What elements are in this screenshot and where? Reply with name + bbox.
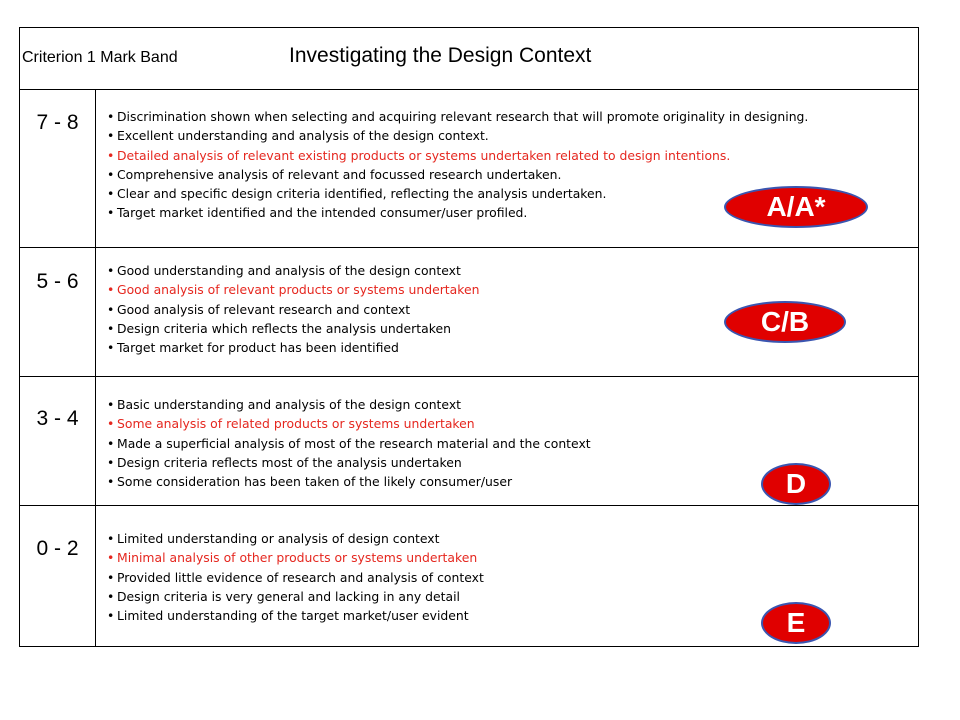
criteria-item: • Design criteria is very general and lacking in any detail: [107, 588, 460, 604]
criteria-list: [107, 261, 479, 357]
criteria-item: • Good analysis of relevant research and context: [107, 301, 411, 317]
criteria-item-highlighted: • Detailed analysis of relevant existing products or systems undertaken related to design intentions.: [107, 147, 731, 163]
criteria-item: • Target market for product has been identified: [107, 340, 399, 356]
criteria-item: • Excellent understanding and analysis of the design context.: [107, 128, 489, 144]
criteria-item: • Design criteria reflects most of the analysis undertaken: [107, 454, 462, 470]
grade-badge: E: [761, 602, 831, 644]
band-score: 3 - 4: [20, 377, 96, 505]
criteria-list: [107, 107, 808, 223]
table-header: [20, 28, 918, 90]
band-row-7-8: [20, 89, 918, 248]
criteria-list: [107, 529, 484, 625]
criteria-item: • Limited understanding of the target market/user evident: [107, 608, 469, 624]
criteria-item-highlighted: • Good analysis of relevant products or systems undertaken: [107, 282, 480, 298]
criteria-item: • Provided little evidence of research and analysis of context: [107, 569, 484, 585]
criteria-item: • Target market identified and the intended consumer/user profiled.: [107, 205, 528, 221]
criteria-item: • Some consideration has been taken of the likely consumer/user: [107, 474, 513, 490]
page-title: Investigating the Design Context: [289, 44, 592, 67]
criteria-item: • Clear and specific design criteria identified, reflecting the analysis undertaken.: [107, 186, 607, 202]
grade-badge: D: [761, 463, 831, 505]
criteria-item: • Limited understanding or analysis of design context: [107, 531, 440, 546]
criteria-item: • Good understanding and analysis of the design context: [107, 263, 461, 278]
criteria-item: • Discrimination shown when selecting and acquiring relevant research that will promote originality in designing.: [107, 109, 809, 124]
band-row-5-6: [20, 248, 918, 377]
criteria-item: • Made a superficial analysis of most of the research material and the context: [107, 435, 591, 451]
grade-badge: A/A*: [724, 186, 868, 228]
criteria-item-highlighted: • Some analysis of related products or systems undertaken: [107, 416, 475, 432]
criterion-label: Criterion 1 Mark Band: [22, 49, 178, 66]
band-score: 7 - 8: [20, 89, 96, 247]
criteria-item: • Basic understanding and analysis of the design context: [107, 397, 462, 412]
band-score: 0 - 2: [20, 506, 96, 646]
grade-badge: C/B: [724, 301, 846, 343]
band-row-0-2: [20, 506, 918, 646]
criteria-item: • Comprehensive analysis of relevant and focussed research undertaken.: [107, 166, 562, 182]
band-row-3-4: [20, 377, 918, 506]
criteria-item-highlighted: • Minimal analysis of other products or systems undertaken: [107, 550, 478, 566]
band-score: 5 - 6: [20, 248, 96, 376]
criteria-list: [107, 395, 591, 491]
criteria-item: • Design criteria which reflects the analysis undertaken: [107, 320, 451, 336]
mark-band-table: [19, 27, 919, 647]
